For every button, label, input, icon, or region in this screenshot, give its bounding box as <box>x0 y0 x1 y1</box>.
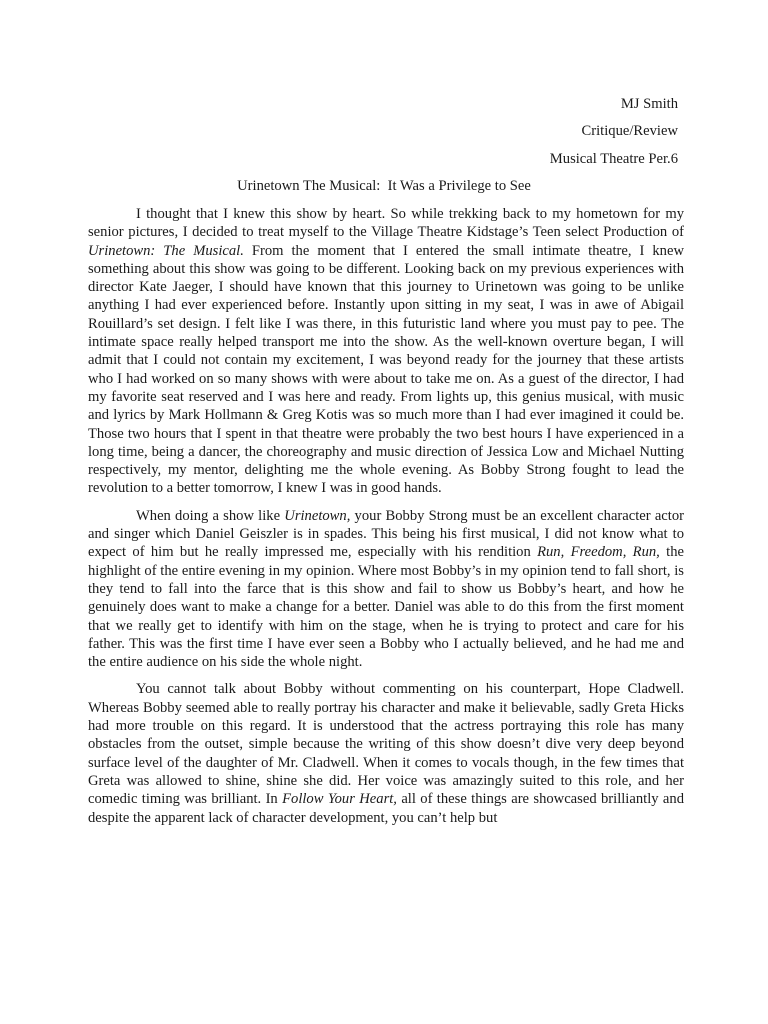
document-body <box>88 205 684 836</box>
paragraph-1 <box>88 205 684 498</box>
italic-title: Urinetown, <box>284 507 351 524</box>
paragraph-3 <box>88 680 684 826</box>
paragraph-text: all of these things are showcased brilliantly and despite the apparent lack of character development, you can’t help but <box>88 791 684 826</box>
paragraph-text: I thought that I knew this show by heart. So while trekking back to my hometown for my senior pictures, I decided to treat myself to the Village Theatre Kidstage’s Teen select Production of <box>88 206 684 241</box>
paragraph-text: the highlight of the entire evening in my opinion. Where most Bobby’s in my opinion tend to fall short, is they tend to fall into the farce that is this show and fail to show us Bobby’s heart, and how he genuinely does want to make a change for a better. Daniel was able to do this from the first moment that we really get to identify with him on the stage, when he is trying to protect and care for his father. This was the first time I have ever seen a Bobby who I actually believed, and he had me and the entire audience on his side the whole night. <box>88 544 684 671</box>
italic-title: Urinetown: The Musical. <box>88 242 244 259</box>
class-period: Musical Theatre Per.6 <box>549 151 678 167</box>
italic-song-title: Run, Freedom, Run, <box>537 544 660 561</box>
document-title: Urinetown The Musical: It Was a Privilege to See <box>237 178 531 194</box>
paragraph-text: You cannot talk about Bobby without commenting on his counterpart, Hope Cladwell. Whereas Bobby seemed able to really portray his character and make it believable, sadly Greta Hicks had more trouble on this regard. It is understood that the actress portraying this role has many obstacles from the outset, simple because the writing of this show doesn’t dive very deep beyond surface level of the daughter of Mr. Cladwell. When it comes to vocals though, in the few times that Greta was allowed to shine, shine she did. Her voice was amazingly suited to this role, and her comedic timing was brilliant. In <box>88 681 684 808</box>
author-name: MJ Smith <box>620 96 678 112</box>
italic-song-title: Follow Your Heart, <box>282 791 397 808</box>
paragraph-text: When doing a show like <box>136 507 285 524</box>
paragraph-text: your Bobby Strong must be an excellent character actor and singer which Daniel Geiszler is in spades. This being his first musical, I did not know what to expect of him but he really impressed me, especially with his rendition <box>88 507 684 561</box>
paragraph-text: From the moment that I entered the small intimate theatre, I knew something about this show was going to be different. Looking back on my previous experiences with director Kate Jaeger, I should have known that this journey to Urinetown was going to be unlike anything I had ever experienced before. Instantly upon sitting in my seat, I was in awe of Abigail Rouillard’s set design. I felt like I was there, in this futuristic land where you must pay to pee. The intimate space really helped transport me into the show. As the well-known overture began, I will admit that I could not contain my excitement, I was beyond ready for the journey that these artists who I had worked on so many shows with were about to take me on. As a guest of the director, I had my favorite seat reserved and I was here and ready. From lights up, this genius musical, with music and lyrics by Mark Hollmann & Greg Kotis was so much more than I had ever imagined it could be. Those two hours that I spent in that theatre were probably the two best hours I have experienced in a long time, being a dancer, the choreography and music direction of Jessica Low and Michael Nutting respectively, my mentor, delighting me the whole evening. As Bobby Strong fought to lead the revolution to a better tomorrow, I knew I was in good hands. <box>88 242 684 497</box>
assignment-type: Critique/Review <box>581 123 678 139</box>
paragraph-2 <box>88 507 684 672</box>
